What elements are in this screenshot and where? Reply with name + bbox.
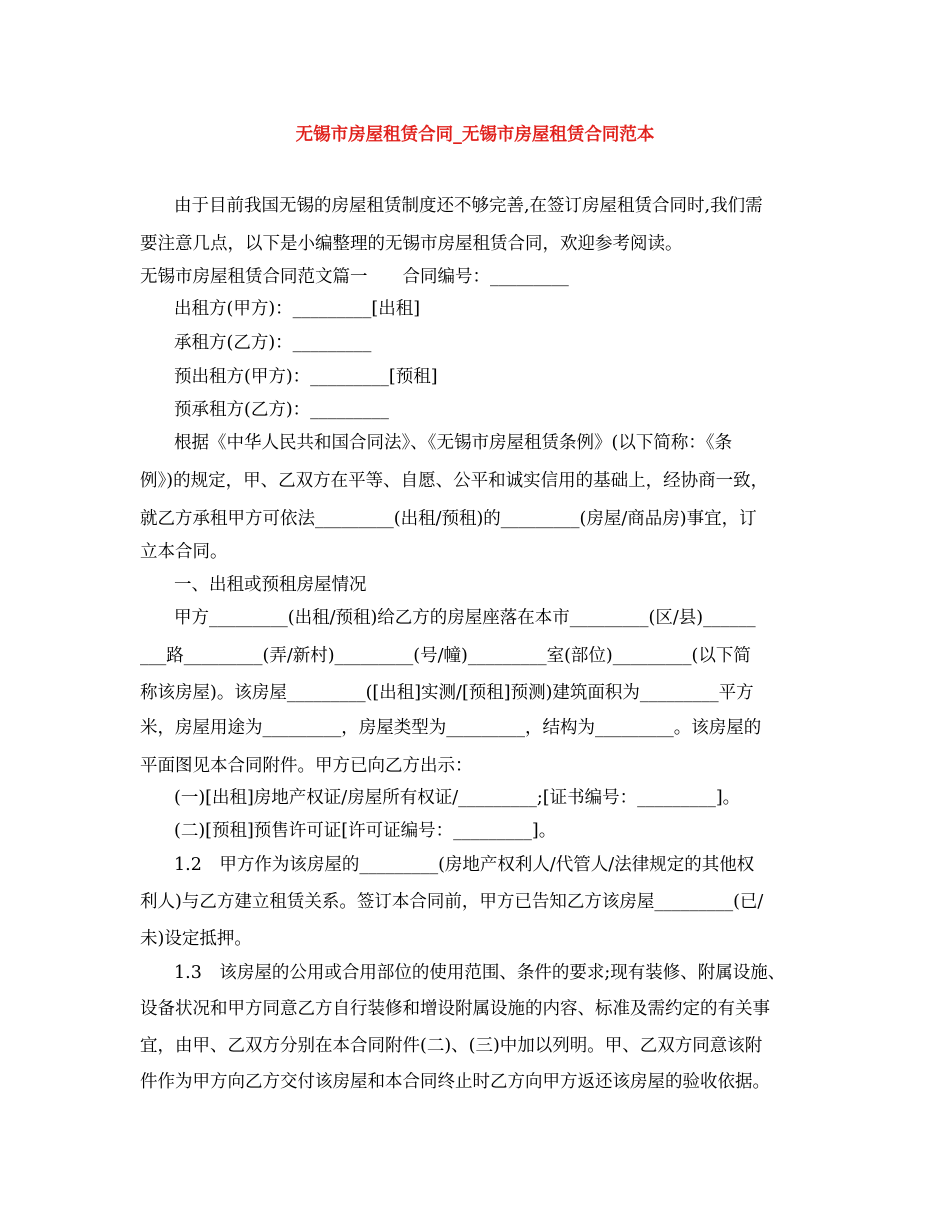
text-line: 米，房屋用途为_________，房屋类型为_________，结构为_________。该房屋的	[140, 718, 762, 738]
document-title: 无锡市房屋租赁合同_无锡市房屋租赁合同范本	[295, 125, 655, 145]
text-line: ___路_________(弄/新村)_________(号/幢)_________室(部位)_________(以下简	[140, 646, 751, 666]
text-line: 预出租方(甲方)：_________[预租]	[174, 367, 438, 387]
text-line: 由于目前我国无锡的房屋租赁制度还不够完善,在签订房屋租赁合同时,我们需	[174, 196, 763, 216]
text-line: 1.2 甲方作为该房屋的_________(房地产权利人/代管人/法律规定的其他权	[174, 855, 755, 875]
text-line: 出租方(甲方)：_________[出租]	[174, 299, 421, 319]
text-line: 承租方(乙方)：_________	[174, 333, 372, 353]
text-line: 件作为甲方向乙方交付该房屋和本合同终止时乙方向甲方返还该房屋的验收依据。	[140, 1072, 770, 1092]
text-line: 设备状况和甲方同意乙方自行装修和增设附属设施的内容、标准及需约定的有关事	[140, 999, 770, 1019]
text-line: 称该房屋)。该房屋_________([出租]实测/[预租]预测)建筑面积为_________平方	[140, 683, 754, 703]
text-line: 立本合同。	[140, 542, 228, 562]
text-line: 1.3 该房屋的公用或合用部位的使用范围、条件的要求;现有装修、附属设施、	[174, 963, 786, 983]
text-line: 预承租方(乙方)：_________	[174, 400, 389, 420]
text-line: (一)[出租]房地产权证/房屋所有权证/_________;[证书编号：_________]。	[174, 788, 741, 808]
text-line: 例》)的规定，甲、乙双方在平等、自愿、公平和诚实信用的基础上，经协商一致，	[140, 471, 769, 491]
text-line: 无锡市房屋租赁合同范文篇一 合同编号：_________	[140, 267, 569, 287]
text-line: 根据《中华人民共和国合同法》、《无锡市房屋租赁条例》(以下简称：《条	[174, 433, 733, 453]
text-line: (二)[预租]预售许可证[许可证编号：_________]。	[174, 821, 557, 841]
text-line: 要注意几点，以下是小编整理的无锡市房屋租赁合同，欢迎参考阅读。	[140, 234, 683, 254]
text-line: 未)设定抵押。	[140, 929, 252, 949]
section-heading: 一、出租或预租房屋情况	[174, 575, 367, 595]
text-line: 就乙方承租甲方可依法_________(出租/预租)的_________(房屋/商品房)事宜，订	[140, 509, 757, 529]
text-line: 宜，由甲、乙双方分别在本合同附件(二)、(三)中加以列明。甲、乙双方同意该附	[140, 1036, 763, 1056]
text-line: 平面图见本合同附件。甲方已向乙方出示：	[140, 756, 473, 776]
text-line: 利人)与乙方建立租赁关系。签订本合同前，甲方已告知乙方该房屋_________(已/	[140, 892, 764, 912]
text-line: 甲方_________(出租/预租)给乙方的房屋座落在本市_________(区/县)______	[174, 608, 756, 628]
